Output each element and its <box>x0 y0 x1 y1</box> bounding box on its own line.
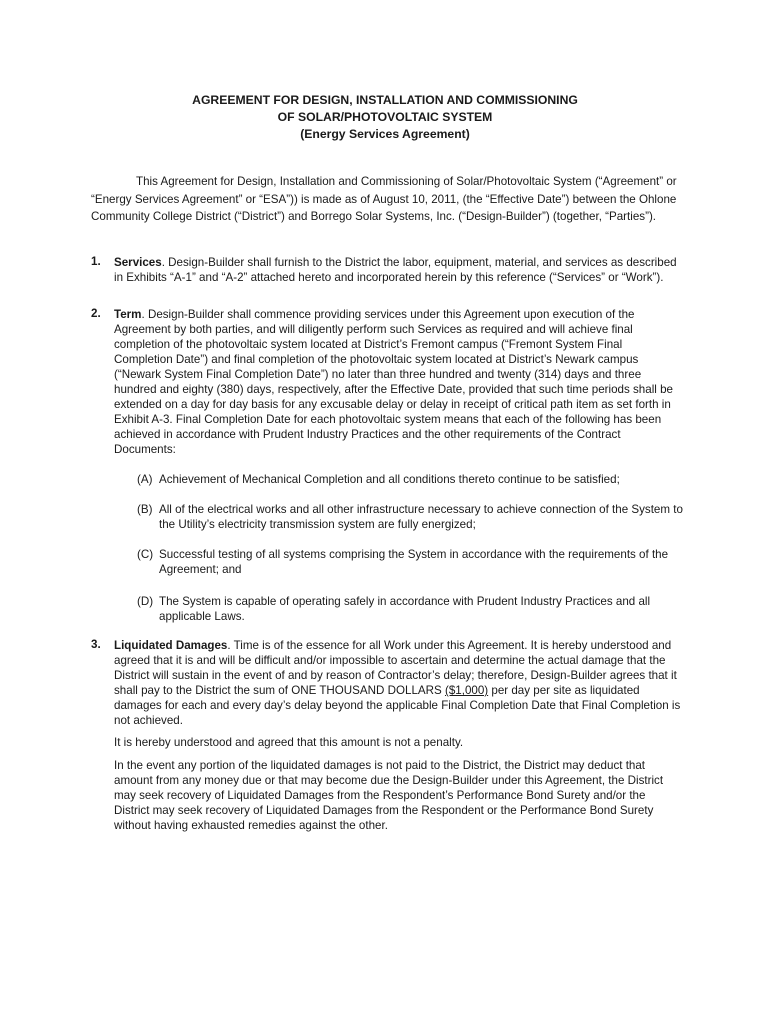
list-item-label: (B) <box>137 503 153 516</box>
list-item-text: Successful testing of all systems comprising the System in accordance with the requirements of the Agreement; and <box>159 548 669 576</box>
recovery-paragraph: In the event any portion of the liquidated damages is not paid to the District, the District may deduct that amount from any money due or that may become due the Design-Builder under this Agreement, the District may seek recovery of Liquidated Damages from the Respondent’s Performance Bond Surety and/or the District may seek recovery of Liquidated Damages from the Respondent or the Performance Bond Surety without having exhausted remedies against the other. <box>114 759 664 832</box>
section-number: 2. <box>91 307 101 320</box>
section-heading: Liquidated Damages <box>114 639 228 652</box>
list-item-label: (C) <box>137 548 154 561</box>
title-line-2: OF SOLAR/PHOTOVOLTAIC SYSTEM <box>277 110 493 124</box>
section-heading: Term <box>114 308 142 321</box>
title-line-3: (Energy Services Agreement) <box>300 127 470 141</box>
section-text-end: per day per site as liquidated damages for each and every day’s delay beyond the applicable Final Completion Date that Final Completion is not achieved. <box>114 684 681 727</box>
list-item <box>137 594 687 624</box>
penalty-paragraph: It is hereby understood and agreed that this amount is not a penalty. <box>114 736 464 749</box>
list-item <box>137 547 687 577</box>
section-services <box>91 255 681 285</box>
section-liquidated-damages <box>91 638 681 728</box>
list-item-text: All of the electrical works and all other infrastructure necessary to achieve connection of the System to the Utility’s electricity transmission system are fully energized; <box>159 503 683 531</box>
list-item-text: Achievement of Mechanical Completion and all conditions thereto continue to be satisfied; <box>159 473 620 486</box>
list-item-label: (A) <box>137 473 153 486</box>
section-number: 1. <box>91 255 101 268</box>
list-item <box>137 502 687 532</box>
intro-paragraph <box>91 173 681 226</box>
section-number: 3. <box>91 638 101 651</box>
document-title <box>100 92 670 143</box>
underlined-amount: ($1,000) <box>444 684 489 697</box>
section-text: . Design-Builder shall commence providing services under this Agreement upon execution of the Agreement by both parties, and will diligently perform such Services as required and will achieve final completion of the photovoltaic system located at District’s Fremont campus (“Fremont System Final Completion Date”) and final completion of the photovoltaic system located at District’s Newark campus (“Newark System Final Completion Date”) no later than three hundred and twenty (314) days and three hundred and eighty (380) days, respectively, after the Effective Date, provided that such time periods shall be extended on a day for day basis for any excusable delay or delay in receipt of critical path item as set forth in Exhibit A-3. Final Completion Date for each photovoltaic system means that each of the following has been achieved in accordance with Prudent Industry Practices and the other requirements of the Contract Documents: <box>114 308 673 456</box>
section-text: . Time is of the essence for all Work under this Agreement. It is hereby understood and agreed that it is and will be difficult and/or impossible to ascertain and determine the actual damage that the District will sustain in the event of and by reason of Contractor’s delay; therefore, Design-Builder agrees that it shall pay to the District the sum of ONE THOUSAND DOLLARS <box>114 639 677 697</box>
section-term <box>91 307 681 457</box>
title-line-1: AGREEMENT FOR DESIGN, INSTALLATION AND COMMISSIONING <box>192 93 578 107</box>
section-text: . Design-Builder shall furnish to the District the labor, equipment, material, and services as described in Exhibits “A-1” and “A-2” attached hereto and incorporated herein by this reference (“Services” or “Work”). <box>114 256 677 284</box>
list-item-label: (D) <box>137 595 154 608</box>
list-item-text: The System is capable of operating safely in accordance with Prudent Industry Practices and all applicable Laws. <box>159 595 651 623</box>
intro-text: This Agreement for Design, Installation and Commissioning of Solar/Photovoltaic System (“Agreement” or “Energy Services Agreement” or “ESA”)) is made as of August 10, 2011, (the “Effective Date”) between the Ohlone Community College District (“District”) and Borrego Solar Systems, Inc. (“Design-Builder”) (together, “Parties”). <box>91 175 677 223</box>
section-heading: Services <box>114 256 162 269</box>
list-item <box>137 472 687 487</box>
